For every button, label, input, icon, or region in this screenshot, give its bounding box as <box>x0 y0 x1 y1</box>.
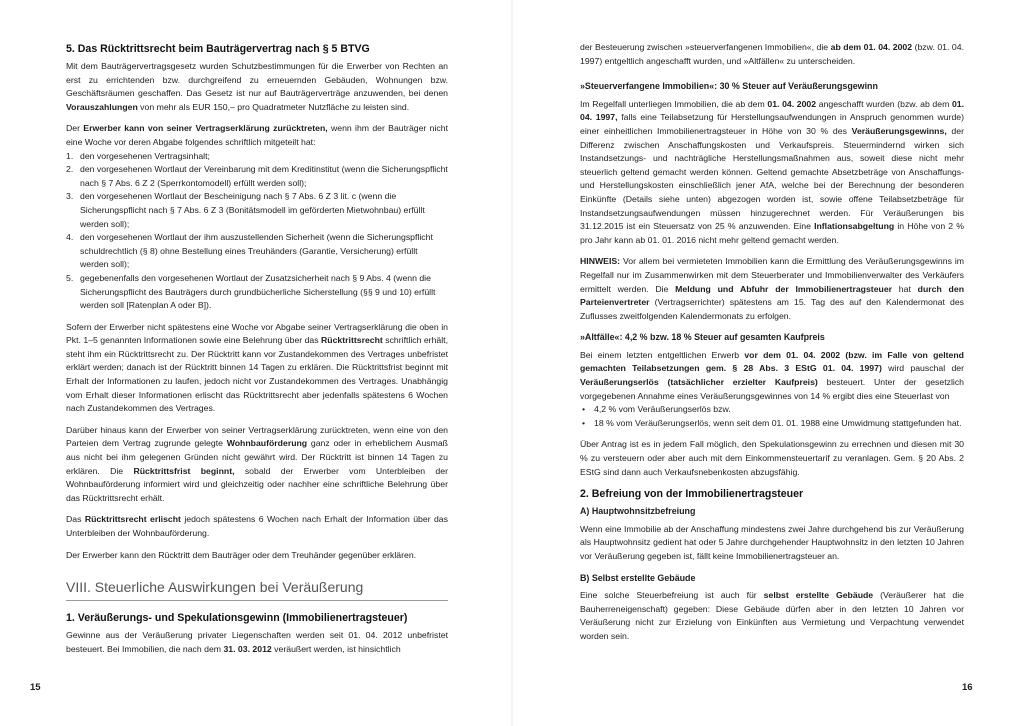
paragraph: Bei einem letzten entgeltlichen Erwerb vor dem 01. 04. 2002 (bzw. im Falle von geltend gemachten Teilabsetzungen gem. § 28 Abs. 3 EStG 01. 04. 1997) wird pauschal der Veräußerungserlös (tatsächlicher erzielter Kaufpreis) besteuert. Unter der gesetzlich vorgegebenen Annahme eines Veräußerungsgewinnes von 14 % ergibt dies eine Steuerlast von <box>580 349 964 401</box>
paragraph: Wenn eine Immobilie ab der Anschaffung mindestens zwei Jahre durchgehend bis zur Veräußerung als Hauptwohnsitz gedient hat oder 5 Jahre durchgehender Hauptwohnsitz in den letzten 10 Jahren vor Veräußerung gegeben ist, fällt keine Immobilienertragsteuer an. <box>580 523 964 561</box>
note-paragraph: HINWEIS: Vor allem bei vermieteten Immobilien kann die Ermittlung des Veräußerungsgewinns im Regelfall nur im Zusammenwirken mit dem Steuerberater und Immobilienverwalter des Verkäufers ermittelt werden. Die Meldung und Abfuhr der Immobilienertragsteuer hat durch den Parteienvertreter (Vertragserrichter) spätestens am 15. Tag des auf den Kalendermonat des Zuflusses zweitfolgenden Kalendermonats zu erfolgen. <box>580 256 964 321</box>
paragraph: Mit dem Bauträgervertragsgesetz wurden Schutzbestimmungen für die Erwerber von Rechten an erst zu errichtenden bzw. durchgreifend zu erneuernden Gebäuden, Wohnungen bzw. Geschäftsräumen geschaffen. Das Gesetz ist nur auf Bauträgerverträge anzuwenden, bei denen Vorauszahlungen von mehr als EUR 150,– pro Quadratmeter Nutzfläche zu leisten sind. <box>66 61 448 112</box>
numbered-list <box>66 150 448 313</box>
page-number: 16 <box>962 682 973 693</box>
paragraph: Darüber hinaus kann der Erwerber von seiner Vertragserklärung zurücktreten, wenn eine von den Parteien dem Vertrag zugrunde gelegte Wohnbauförderung ganz oder in erheblichem Ausmaß aus nicht bei ihm gelegenen Gründen nicht gewährt wird. Der Rücktritt ist binnen 14 Tagen zu erklären. Die Rücktrittsfrist beginnt, sobald der Erwerber vom Unterbleiben der Wohnbauförderung informiert wird und gleichzeitig oder nachher eine schriftliche Belehrung über das Rücktrittsrecht erhält. <box>66 424 448 503</box>
section-2-title: 2. Befreiung von der Immobilienertragsteuer <box>580 488 804 501</box>
paragraph: Eine solche Steuerbefreiung ist auch für selbst erstellte Gebäude (Veräußerer hat die Bauherreneigenschaft) gegeben: Diese Gebäude dürfen aber in den letzten 10 Jahren vor Veräußerung nicht zur Erzielung von Einkünften aus Vermietung und Verpachtung verwendet worden sein. <box>580 590 965 641</box>
section-5-title: 5. Das Rücktrittsrecht beim Bauträgervertrag nach § 5 BTVG <box>66 43 370 55</box>
paragraph: Das Rücktrittsrecht erlischt jedoch spätestens 6 Wochen nach Erhalt der Information über das Unterbleiben der Wohnbauförderung. <box>66 514 448 538</box>
bullet-list <box>580 403 964 430</box>
paragraph: Der Erwerber kann den Rücktritt dem Bauträger oder dem Treuhänder gegenüber erklären. <box>66 549 417 560</box>
list-item: 5. gegebenenfalls den vorgesehenen Wortlaut der Zusatzsicherheit nach § 9 Abs. 4 (wenn die Sicherungspflicht des Bauträgers durch grundbücherliche Sicherstellung (§§ 9 und 10) erfüllt werden soll [Ratenplan A oder B]). <box>66 272 436 311</box>
subsection-title: »Steuerverfangene Immobilien«: 30 % Steuer auf Veräußerungsgewinn <box>580 81 878 92</box>
paragraph: Sofern der Erwerber nicht spätestens eine Woche vor Abgabe seiner Vertragserklärung die oben in Pkt. 1–5 genannten Informationen sowie eine Belehrung über das Rücktrittsrecht schriftlich erhält, steht ihm ein Rücktrittsrecht zu. Der Rücktritt kann vor Zustandekommen des Vertrages unbefristet erklärt werden; danach ist der Rücktritt binnen 14 Tagen zu erklären. Die Rücktrittsfrist beginnt mit Erhalt der Informationen zu laufen, jedoch nicht vor Zustandekommen des Vertrages. Unabhängig vom Erhalt dieser Informationen erlischt das Rücktrittsrecht aber jedenfalls spätestens 6 Wochen nach Zustandekommen des Vertrages. <box>66 321 448 414</box>
paragraph: der Besteuerung zwischen »steuerverfangenen Immobilien«, die ab dem 01. 04. 2002 (bzw. 01. 04. 1997) entgeltlich angeschafft wurden, und »Altfällen« zu unterscheiden. <box>580 42 965 66</box>
left-column <box>66 42 448 664</box>
list-item: 3. den vorgesehenen Wortlaut der Bescheinigung nach § 7 Abs. 6 Z 3 lit. c (wenn die Sicherungspflicht nach § 7 Abs. 6 Z 3 (Bonitätsmodell im geförderten Mietwohnbau) erfüllt werden soll); <box>66 191 425 229</box>
subsection-title: B) Selbst erstellte Gebäude <box>580 572 696 583</box>
page-number: 15 <box>30 682 41 693</box>
subsection-title: »Altfälle«: 4,2 % bzw. 18 % Steuer auf gesamten Kaufpreis <box>580 332 825 343</box>
list-item: 4. den vorgesehenen Wortlaut der ihm auszustellenden Sicherheit (wenn die Sicherungspflicht schuldrechtlich (§ 8) ohne Bestellung eines Treuhänders (Garantie, Versicherung) erfüllt werden soll); <box>66 232 433 270</box>
paragraph: Im Regelfall unterliegen Immobilien, die ab dem 01. 04. 2002 angeschafft wurden (bzw. ab dem 01. 04. 1997, falls eine Teilabsetzung für Herstellungsaufwendungen in Anspruch genommen wurde) einer einheitlichen Immobilienertragsteuer in Höhe von 30 % des Veräußerungsgewinns, der Differenz zwischen Anschaffungskosten und Verkaufspreis. Steuermindernd wirken sich Instandsetzungs- und nachträgliche Herstellungsmaßnahmen aus, soweit diese nicht mehr steuerlich geltend gemacht werden können. Geltend gemachte Absetzbeträge von Anschaffungs- und Herstellungskosten einschließlich jener AfA, welche bei der Berechnung der besonderen Einkünfte (Details siehe unten) abgezogen worden ist, sowie offene Teilabsetzbeträge für Instandsetzungsaufwendungen müssen hinzugerechnet werden. Für Veräußerungen bis 31.12.2015 ist ein Steuersatz von 25 % anzuwenden. Eine Inflationsabgeltung in Höhe von 2 % pro Jahr kann ab 01. 01. 2016 nicht mehr geltend gemacht werden. <box>580 98 965 245</box>
right-column <box>580 41 964 652</box>
paragraph: Gewinne aus der Veräußerung privater Liegenschaften werden seit 01. 04. 2012 unbefristet besteuert. Bei Immobilien, die nach dem 31. 03. 2012 veräußert werden, ist hinsichtlich <box>66 630 448 654</box>
right-page <box>512 0 1024 726</box>
list-item: 2. den vorgesehenen Wortlaut der Vereinbarung mit dem Kreditinstitut (wenn die Sicherungspflicht nach § 7 Abs. 6 Z 2 (Sperrkontomodell) erfüllt werden soll); <box>66 164 448 188</box>
paragraph: Der Erwerber kann von seiner Vertragserklärung zurücktreten, wenn ihm der Bauträger nicht eine Woche vor deren Abgabe folgendes schriftlich mitgeteilt hat: <box>66 123 448 147</box>
list-item: • 4,2 % vom Veräußerungserlös bzw. <box>580 403 964 417</box>
section-1-title: 1. Veräußerungs- und Spekulationsgewinn (Immobilienertragsteuer) <box>66 612 408 625</box>
chapter-heading: VIII. Steuerliche Auswirkungen bei Veräußerung <box>66 578 448 601</box>
list-item: 1. den vorgesehenen Vertragsinhalt; <box>66 150 210 161</box>
subsection-title: A) Hauptwohnsitzbefreiung <box>580 506 696 517</box>
paragraph: Über Antrag ist es in jedem Fall möglich, den Spekulationsgewinn zu errechnen und diesen mit 30 % zu versteuern oder aber auch mit dem Einkommensteuertarif zu veranlagen. Gem. § 20 Abs. 2 EStG sind dann auch Verkaufsnebenkosten abzugsfähig. <box>580 439 964 477</box>
list-item: • 18 % vom Veräußerungserlös, wenn seit dem 01. 01. 1988 eine Umwidmung stattgefunden hat. <box>580 417 964 431</box>
